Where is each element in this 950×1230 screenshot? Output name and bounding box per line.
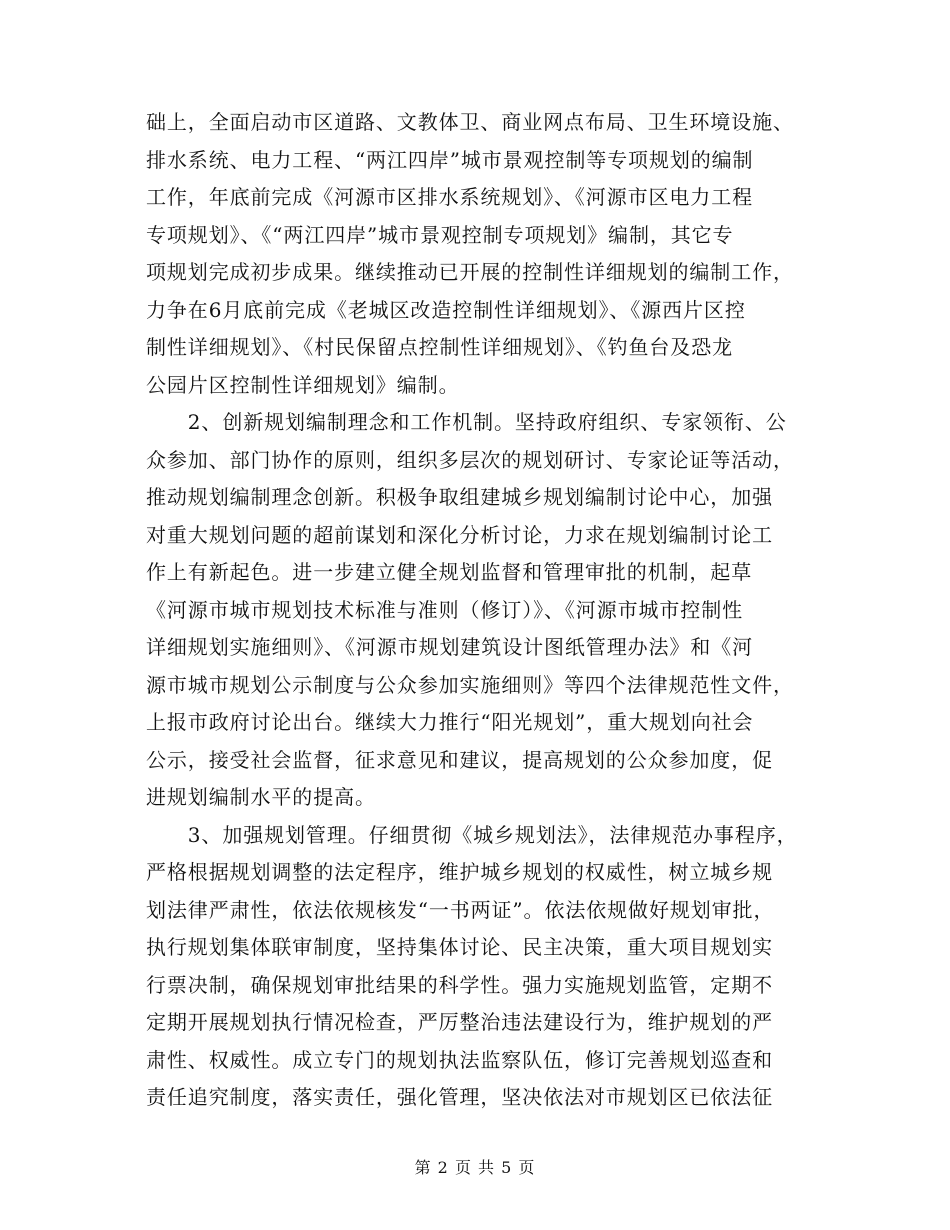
text-line: 严格根据规划调整的法定程序，维护城乡规划的权威性，树立城乡规 — [146, 860, 773, 884]
text-line: 3、加强规划管理。仔细贯彻《城乡规划法》，法律规范办事程序， — [146, 822, 798, 847]
text-line: 力争在6月底前完成《老城区改造控制性详细规划》、《源西片区控 — [146, 297, 746, 322]
text-line: 对重大规划问题的超前谋划和深化分析讨论，力求在规划编制讨论工 — [146, 522, 773, 547]
text-line: 上报市政府讨论出台。继续大力推行“阳光规划”，重大规划向社会 — [146, 710, 754, 734]
text-line: 2、创新规划编制理念和工作机制。坚持政府组织、专家领衔、公 — [146, 410, 787, 434]
text-line: 工作，年底前完成《河源市区排水系统规划》、《河源市区电力工程 — [146, 185, 753, 209]
text-line: 详细规划实施细则》、《河源市规划建筑设计图纸管理办法》和《河 — [146, 635, 753, 659]
text-line: 划法律严肃性，依法依规核发“一书两证”。依法依规做好规划审批， — [146, 897, 775, 922]
document-body — [146, 104, 816, 1117]
text-line: 推动规划编制理念创新。积极争取组建城乡规划编制讨论中心，加强 — [146, 485, 773, 509]
text-line: 进规划编制水平的提高。 — [146, 785, 376, 809]
text-line: 公示，接受社会监督，征求意见和建议，提高规划的公众参加度，促 — [146, 747, 773, 772]
text-line: 项规划完成初步成果。继续推动已开展的控制性详细规划的编制工作， — [146, 260, 794, 284]
text-line: 专项规划》、《“两江四岸”城市景观控制专项规划》编制，其它专 — [146, 222, 734, 247]
text-line: 众参加、部门协作的原则，组织多层次的规划研讨、专家论证等活动， — [146, 447, 794, 472]
text-line: 制性详细规划》、《村民保留点控制性详细规划》、《钓鱼台及恐龙 — [146, 335, 733, 359]
text-line: 排水系统、电力工程、“两江四岸”城市景观控制等专项规划的编制 — [146, 147, 754, 172]
text-line: 作上有新起色。进一步建立健全规划监督和管理审批的机制，起草 — [146, 560, 753, 584]
text-line: 源市城市规划公示制度与公众参加实施细则》等四个法律规范性文件， — [146, 672, 794, 697]
text-line: 责任追究制度，落实责任，强化管理，坚决依法对市规划区已依法征 — [146, 1085, 773, 1109]
text-line: 定期开展规划执行情况检查，严厉整治违法建设行为，维护规划的严 — [146, 1010, 773, 1034]
text-line: 行票决制，确保规划审批结果的科学性。强力实施规划监管，定期不 — [146, 972, 773, 997]
text-line: 执行规划集体联审制度，坚持集体讨论、民主决策，重大项目规划实 — [146, 935, 773, 959]
text-line: 础上，全面启动市区道路、文教体卫、商业网点布局、卫生环境设施、 — [146, 110, 794, 134]
page-number-footer: 第 2 页 共 5 页 — [414, 1158, 536, 1177]
text-line: 肃性、权威性。成立专门的规划执法监察队伍，修订完善规划巡查和 — [146, 1047, 773, 1072]
text-line: 公园片区控制性详细规划》编制。 — [146, 372, 460, 397]
text-line: 《河源市城市规划技术标准与准则（修订）》、《河源市城市控制性 — [146, 597, 743, 622]
